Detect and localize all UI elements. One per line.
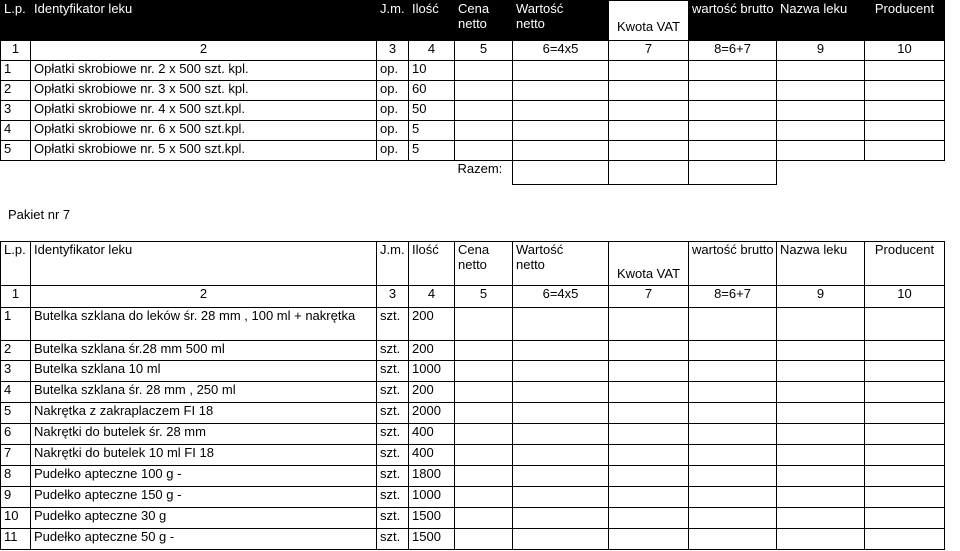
table-row [1,466,945,487]
razem-row [1,161,945,185]
header-wartosc-sub: netto [516,16,545,31]
row-qty: 60 [409,81,455,101]
row-qty: 5 [409,121,455,141]
header-lp: L.p. [1,242,31,286]
num-7: 7 [609,286,689,308]
row-jm: op. [377,81,409,101]
header-jm: J.m. [377,242,409,286]
row-qty: 200 [409,382,455,403]
header-cena [455,242,513,286]
num-9: 9 [777,41,865,61]
row-lp: 11 [1,529,31,550]
row-lp: 4 [1,121,31,141]
header-wartosc-label: Wartość [516,1,564,16]
header-cena-label: Cena [458,242,490,257]
table-pakiet-7 [0,241,945,550]
row-qty: 5 [409,141,455,161]
row-name: Opłatki skrobiowe nr. 3 x 500 szt. kpl. [31,81,377,101]
row-jm: szt. [377,487,409,508]
table-row [1,508,945,529]
num-8: 8=6+7 [689,41,777,61]
header-kwota-label: Kwota VAT [616,266,681,281]
row-lp: 6 [1,424,31,445]
row-qty: 400 [409,445,455,466]
table-row [1,445,945,466]
row-qty: 2000 [409,403,455,424]
header-nazwa-leku: Nazwa leku [777,242,865,286]
pakiet-title: Pakiet nr 7 [8,207,71,222]
row-name: Nakrętki do butelek śr. 28 mm [31,424,377,445]
row-name: Opłatki skrobiowe nr. 2 x 500 szt. kpl. [31,61,377,81]
num-9: 9 [777,286,865,308]
razem-label: Razem: [457,161,503,176]
row-lp: 8 [1,466,31,487]
row-jm: op. [377,61,409,81]
num-3: 3 [377,286,409,308]
header-wartosc [513,242,609,286]
table-row [1,487,945,508]
row-lp: 9 [1,487,31,508]
header-jm: J.m. [377,1,409,41]
num-2: 2 [31,286,377,308]
row-lp: 5 [1,403,31,424]
header-wartosc-brutto: wartość brutto [689,242,777,286]
row-jm: szt. [377,529,409,550]
table-row [1,308,945,341]
row-lp: 3 [1,101,31,121]
row-lp: 5 [1,141,31,161]
row-lp: 2 [1,341,31,361]
row-jm: op. [377,121,409,141]
num-1: 1 [1,286,31,308]
header-producent: Producent [865,242,945,286]
num-6: 6=4x5 [513,41,609,61]
num-2: 2 [31,41,377,61]
row-name: Butelka szklana 10 ml [31,361,377,382]
row-name: Nakrętki do butelek 10 ml FI 18 [31,445,377,466]
row-lp: 1 [1,61,31,81]
row-lp: 2 [1,81,31,101]
table-row [1,361,945,382]
row-lp: 1 [1,308,31,341]
row-qty: 10 [409,61,455,81]
row-name: Opłatki skrobiowe nr. 4 x 500 szt.kpl. [31,101,377,121]
header-identyfikator: Identyfikator leku [31,1,377,41]
header-identyfikator: Identyfikator leku [31,242,377,286]
row-name: Butelka szklana śr. 28 mm , 250 ml [31,382,377,403]
row-qty: 1800 [409,466,455,487]
num-4: 4 [409,41,455,61]
row-name: Butelka szklana do leków śr. 28 mm , 100 ml + nakrętka [31,308,377,341]
table-row [1,382,945,403]
row-qty: 1500 [409,508,455,529]
numbering-row [1,41,945,61]
header-wartosc-sub: netto [516,257,545,272]
header-lp: L.p. [1,1,31,41]
table-row [1,121,945,141]
table-row [1,101,945,121]
table-pakiet-6 [0,0,945,185]
row-name: Opłatki skrobiowe nr. 6 x 500 szt.kpl. [31,121,377,141]
row-jm: szt. [377,424,409,445]
row-name: Nakrętka z zakraplaczem FI 18 [31,403,377,424]
row-name: Pudełko apteczne 150 g - [31,487,377,508]
row-lp: 10 [1,508,31,529]
num-7: 7 [609,41,689,61]
row-jm: szt. [377,508,409,529]
table-row [1,81,945,101]
row-qty: 50 [409,101,455,121]
header-row [1,242,945,286]
table-row [1,424,945,445]
row-lp: 4 [1,382,31,403]
row-qty: 1000 [409,487,455,508]
num-10: 10 [865,286,945,308]
table-row [1,341,945,361]
numbering-row [1,286,945,308]
row-jm: szt. [377,445,409,466]
num-8: 8=6+7 [689,286,777,308]
header-ilosc: Ilość [409,1,455,41]
row-jm: szt. [377,341,409,361]
row-qty: 400 [409,424,455,445]
row-lp: 3 [1,361,31,382]
row-name: Opłatki skrobiowe nr. 5 x 500 szt.kpl. [31,141,377,161]
num-3: 3 [377,41,409,61]
header-cena-sub: netto [458,257,487,272]
row-jm: szt. [377,382,409,403]
row-jm: szt. [377,361,409,382]
header-nazwa-leku: Nazwa leku [777,1,865,41]
num-5: 5 [455,41,513,61]
num-1: 1 [1,41,31,61]
row-name: Butelka szklana śr.28 mm 500 ml [31,341,377,361]
row-jm: szt. [377,308,409,341]
num-10: 10 [865,41,945,61]
header-cena-sub: netto [458,16,487,31]
row-qty: 1000 [409,361,455,382]
row-name: Pudełko apteczne 30 g [31,508,377,529]
header-wartosc [513,1,609,41]
row-name: Pudełko apteczne 50 g - [31,529,377,550]
header-cena [455,1,513,41]
header-cena-label: Cena [458,1,490,16]
header-ilosc: Ilość [409,242,455,286]
num-6: 6=4x5 [513,286,609,308]
row-qty: 1500 [409,529,455,550]
table-row [1,61,945,81]
header-kwota-label: Kwota VAT [616,19,681,34]
header-kwota-vat [609,242,689,286]
table-row [1,403,945,424]
header-wartosc-brutto: wartość brutto [689,1,777,41]
row-jm: szt. [377,466,409,487]
row-qty: 200 [409,308,455,341]
num-4: 4 [409,286,455,308]
row-jm: op. [377,141,409,161]
row-qty: 200 [409,341,455,361]
table-row [1,141,945,161]
header-wartosc-label: Wartość [516,242,564,257]
num-5: 5 [455,286,513,308]
header-row [1,1,945,41]
table-row [1,529,945,550]
row-name: Pudełko apteczne 100 g - [31,466,377,487]
header-kwota-vat [609,1,689,41]
row-jm: op. [377,101,409,121]
row-jm: szt. [377,403,409,424]
row-lp: 7 [1,445,31,466]
header-producent: Producent [865,1,945,41]
